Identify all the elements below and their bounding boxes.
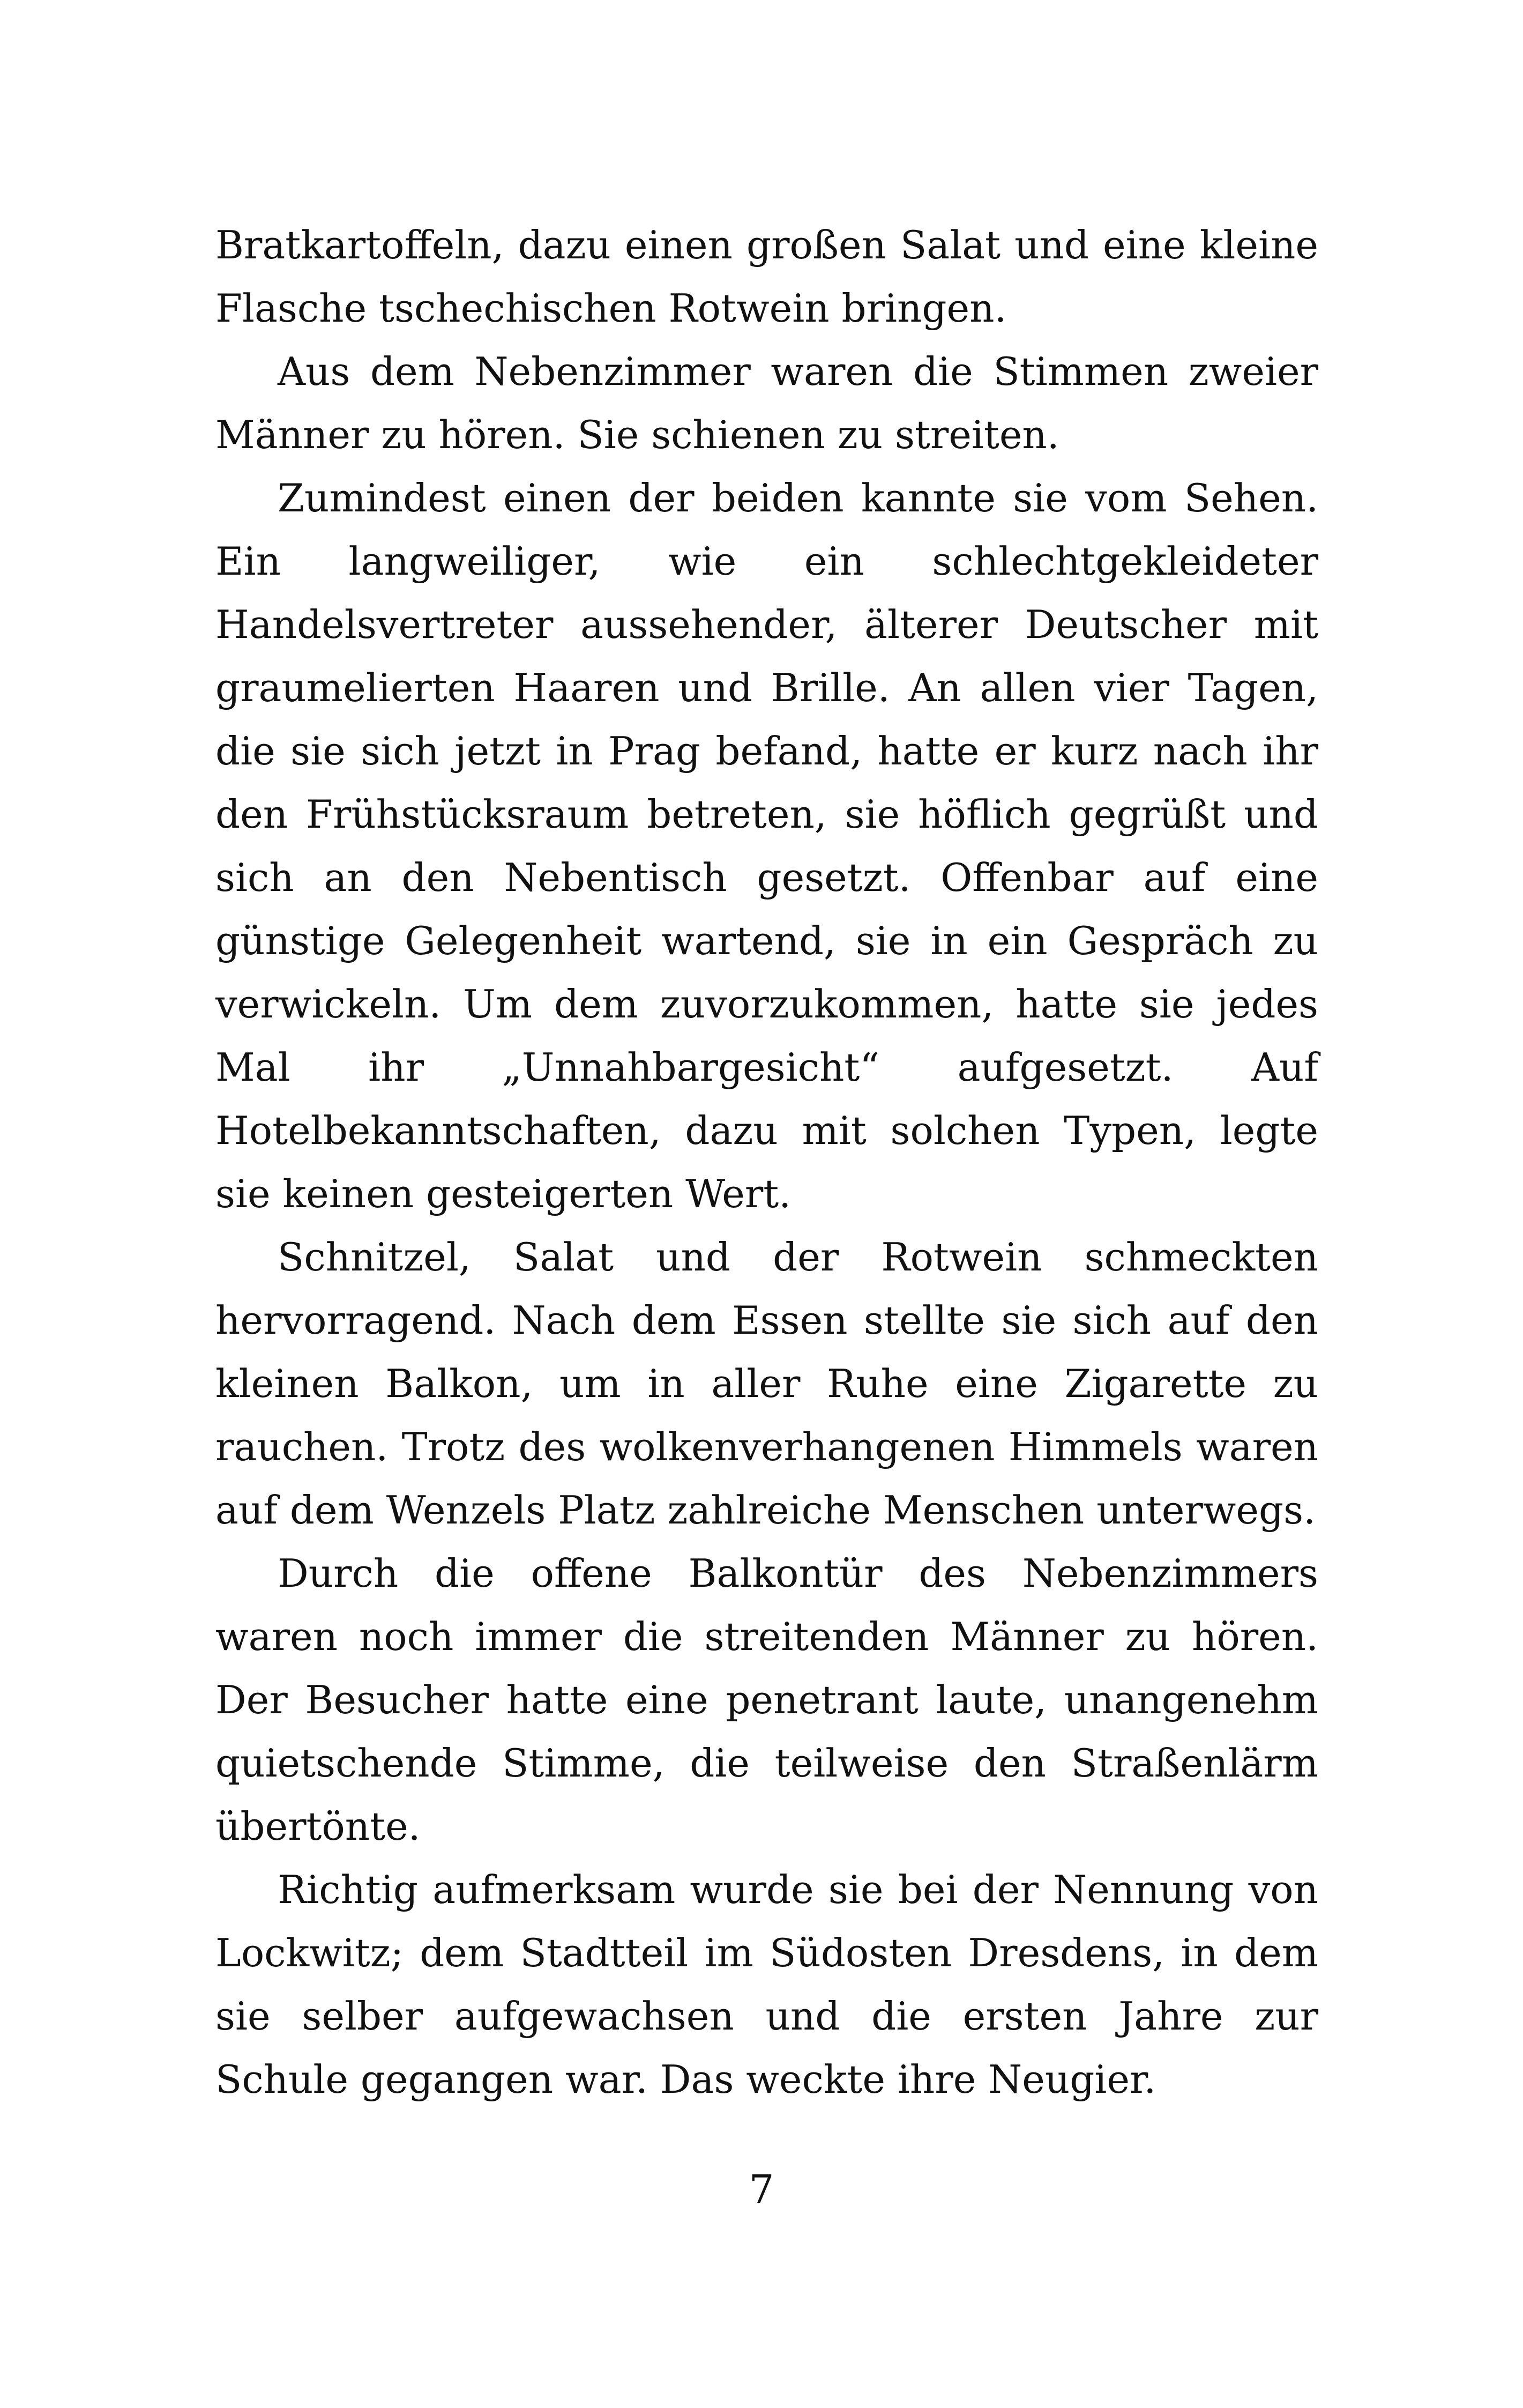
paragraph-3: Zumindest einen der beiden kannte sie vom Sehen. Ein langweiliger, wie ein schlechtgekleideter Handelsvertreter aussehender, älterer Deutscher mit graumelierten Haaren und Brille. An allen vier Tagen, die sie sich jetzt in Prag befand, hatte er kurz nach ihr den Frühstücksraum betreten, sie höflich gegrüßt und sich an den Nebentisch gesetzt. Offenbar auf eine günstige Gelegenheit wartend, sie in ein Gespräch zu verwickeln. Um dem zuvorzukommen, hatte sie jedes Mal ihr „Unnahbargesicht“ aufgesetzt. Auf Hotelbekanntschaften, dazu mit solchen Typen, legte sie keinen gesteigerten Wert.	[215, 475, 1318, 1216]
paragraph-6: Richtig aufmerksam wurde sie bei der Nennung von Lockwitz; dem Stadtteil im Südosten Dresdens, in dem sie selber aufgewachsen und die ersten Jahre zur Schule gegangen war. Das weckte ihre Neugier.	[215, 1867, 1318, 2102]
body-text	[215, 213, 1318, 2111]
paragraph-2: Aus dem Nebenzimmer waren die Stimmen zweier Männer zu hören. Sie schienen zu streiten.	[215, 349, 1318, 457]
page-number: 7	[749, 2167, 774, 2213]
paragraph-1: Bratkartoffeln, dazu einen großen Salat und eine kleine Flasche tschechischen Rotwein bringen.	[215, 222, 1318, 331]
paragraph-4: Schnitzel, Salat und der Rotwein schmeckten hervorragend. Nach dem Essen stellte sie sich auf den kleinen Balkon, um in aller Ruhe eine Zigarette zu rauchen. Trotz des wolkenverhangenen Himmels waren auf dem Wenzels Platz zahlreiche Menschen unterwegs.	[215, 1235, 1318, 1533]
paragraph-5: Durch die offene Balkontür des Nebenzimmers waren noch immer die streitenden Männer zu hören. Der Besucher hatte eine penetrant laute, unangenehm quietschende Stimme, die teilweise den Straßenlärm übertönte.	[215, 1551, 1318, 1849]
